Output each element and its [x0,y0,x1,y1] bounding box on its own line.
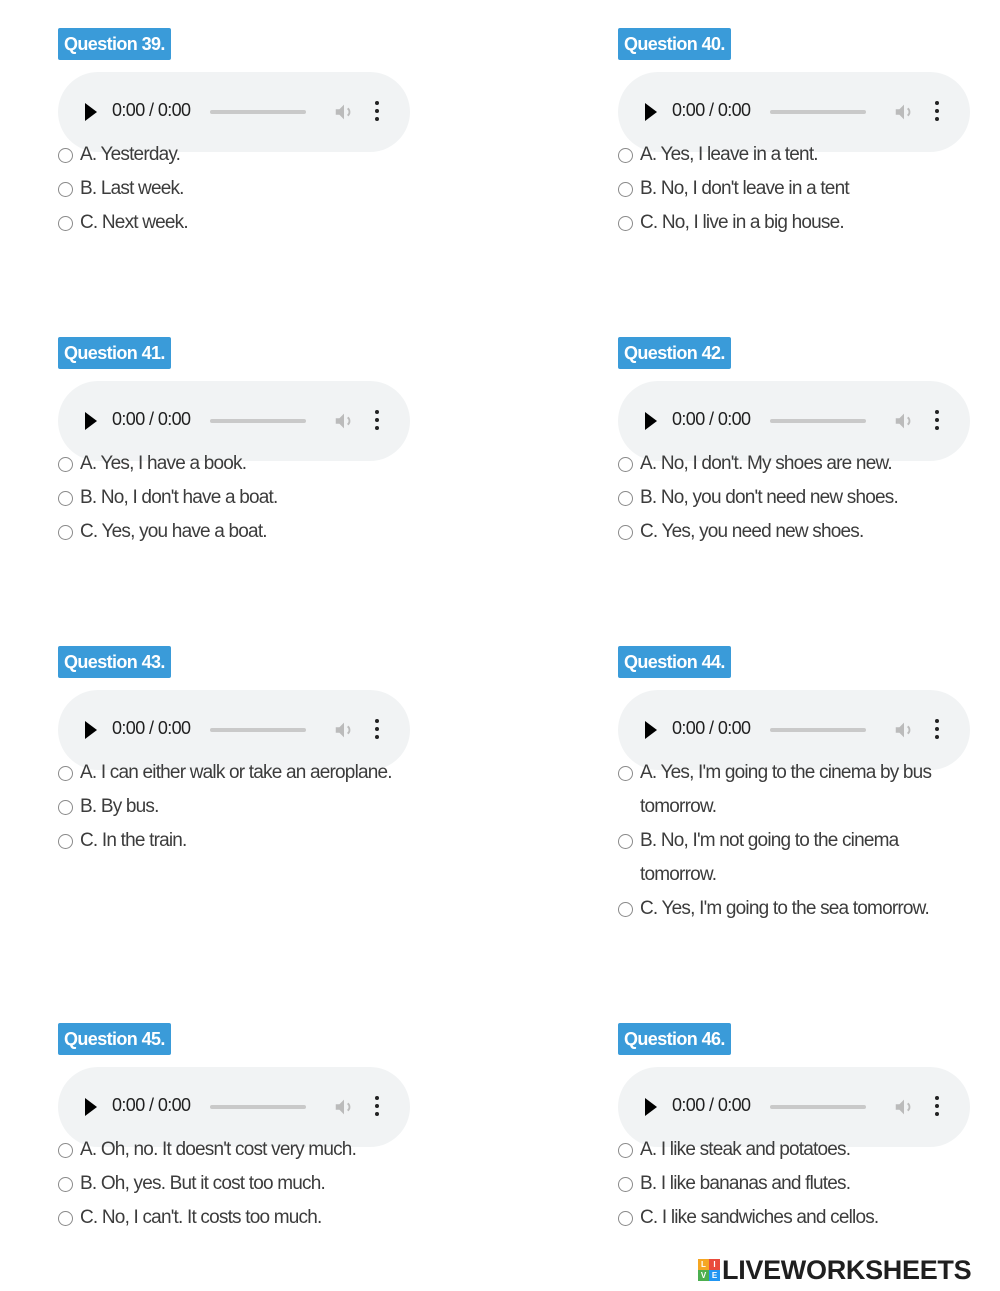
radio-button[interactable] [618,766,633,781]
radio-button[interactable] [618,1177,633,1192]
option-a[interactable]: A. Yes, I leave in a tent. [618,138,980,172]
more-options-icon[interactable] [934,1096,940,1118]
option-a[interactable]: A. I can either walk or take an aeroplane. [58,756,420,790]
play-icon[interactable] [85,412,97,430]
radio-button[interactable] [58,1177,73,1192]
option-a[interactable]: A. I like steak and potatoes. [618,1133,980,1167]
seek-bar[interactable] [770,1105,866,1109]
seek-bar[interactable] [770,110,866,114]
option-c[interactable]: C. No, I live in a big house. [618,206,980,240]
seek-bar[interactable] [210,419,306,423]
seek-bar[interactable] [210,1105,306,1109]
option-c[interactable]: C. Yes, you need new shoes. [618,515,980,549]
radio-button[interactable] [618,491,633,506]
option-b[interactable]: B. By bus. [58,790,420,824]
seek-bar[interactable] [210,110,306,114]
option-a[interactable]: A. Yesterday. [58,138,420,172]
option-a[interactable]: A. Yes, I'm going to the cinema by bus tomorrow. [618,756,940,824]
option-b[interactable]: B. Last week. [58,172,420,206]
radio-button[interactable] [58,216,73,231]
time-display: 0:00 / 0:00 [672,100,751,120]
option-b[interactable]: B. No, you don't need new shoes. [618,481,980,515]
question-label: Question 41. [58,337,171,369]
play-icon[interactable] [85,103,97,121]
option-b[interactable]: B. No, I'm not going to the cinema tomorrow. [618,824,940,892]
volume-icon[interactable] [893,101,915,123]
seek-bar[interactable] [770,419,866,423]
volume-icon[interactable] [893,719,915,741]
option-c[interactable]: C. Next week. [58,206,420,240]
volume-icon[interactable] [333,719,355,741]
volume-icon[interactable] [333,101,355,123]
more-options-icon[interactable] [374,410,380,432]
question-label: Question 40. [618,28,731,60]
radio-button[interactable] [58,834,73,849]
option-c[interactable]: C. Yes, you have a boat. [58,515,420,549]
volume-icon[interactable] [893,410,915,432]
time-display: 0:00 / 0:00 [112,718,191,738]
time-display: 0:00 / 0:00 [672,718,751,738]
option-c[interactable]: C. I like sandwiches and cellos. [618,1201,980,1235]
volume-icon[interactable] [333,410,355,432]
logo-text: LIVEWORKSHEETS [722,1254,972,1285]
liveworksheets-logo [698,1254,971,1286]
radio-button[interactable] [618,216,633,231]
time-display: 0:00 / 0:00 [112,409,191,429]
more-options-icon[interactable] [934,101,940,123]
option-b[interactable]: B. I like bananas and flutes. [618,1167,980,1201]
option-c[interactable]: C. Yes, I'm going to the sea tomorrow. [618,892,960,926]
more-options-icon[interactable] [374,1096,380,1118]
option-b[interactable]: B. Oh, yes. But it cost too much. [58,1167,420,1201]
play-icon[interactable] [645,1098,657,1116]
more-options-icon[interactable] [934,410,940,432]
play-icon[interactable] [645,721,657,739]
time-display: 0:00 / 0:00 [672,409,751,429]
play-icon[interactable] [645,103,657,121]
radio-button[interactable] [618,902,633,917]
question-label: Question 44. [618,646,731,678]
question-label: Question 39. [58,28,171,60]
seek-bar[interactable] [770,728,866,732]
option-a[interactable]: A. Yes, I have a book. [58,447,420,481]
time-display: 0:00 / 0:00 [112,100,191,120]
radio-button[interactable] [58,1211,73,1226]
time-display: 0:00 / 0:00 [112,1095,191,1115]
radio-button[interactable] [58,182,73,197]
more-options-icon[interactable] [934,719,940,741]
radio-button[interactable] [618,182,633,197]
radio-button[interactable] [58,1143,73,1158]
radio-button[interactable] [58,800,73,815]
radio-button[interactable] [58,525,73,540]
time-display: 0:00 / 0:00 [672,1095,751,1115]
radio-button[interactable] [618,525,633,540]
radio-button[interactable] [618,148,633,163]
question-label: Question 42. [618,337,731,369]
volume-icon[interactable] [333,1096,355,1118]
radio-button[interactable] [618,457,633,472]
radio-button[interactable] [58,457,73,472]
radio-button[interactable] [618,1143,633,1158]
radio-button[interactable] [618,1211,633,1226]
option-c[interactable]: C. No, I can't. It costs too much. [58,1201,420,1235]
more-options-icon[interactable] [374,719,380,741]
option-b[interactable]: B. No, I don't have a boat. [58,481,420,515]
option-b[interactable]: B. No, I don't leave in a tent [618,172,980,206]
option-a[interactable]: A. No, I don't. My shoes are new. [618,447,980,481]
question-label: Question 45. [58,1023,171,1055]
radio-button[interactable] [618,834,633,849]
radio-button[interactable] [58,766,73,781]
play-icon[interactable] [85,721,97,739]
option-a[interactable]: A. Oh, no. It doesn't cost very much. [58,1133,420,1167]
option-c[interactable]: C. In the train. [58,824,420,858]
radio-button[interactable] [58,148,73,163]
seek-bar[interactable] [210,728,306,732]
radio-button[interactable] [58,491,73,506]
more-options-icon[interactable] [374,101,380,123]
logo-mark-icon: L I V E [698,1259,720,1281]
question-label: Question 43. [58,646,171,678]
play-icon[interactable] [645,412,657,430]
volume-icon[interactable] [893,1096,915,1118]
question-label: Question 46. [618,1023,731,1055]
play-icon[interactable] [85,1098,97,1116]
